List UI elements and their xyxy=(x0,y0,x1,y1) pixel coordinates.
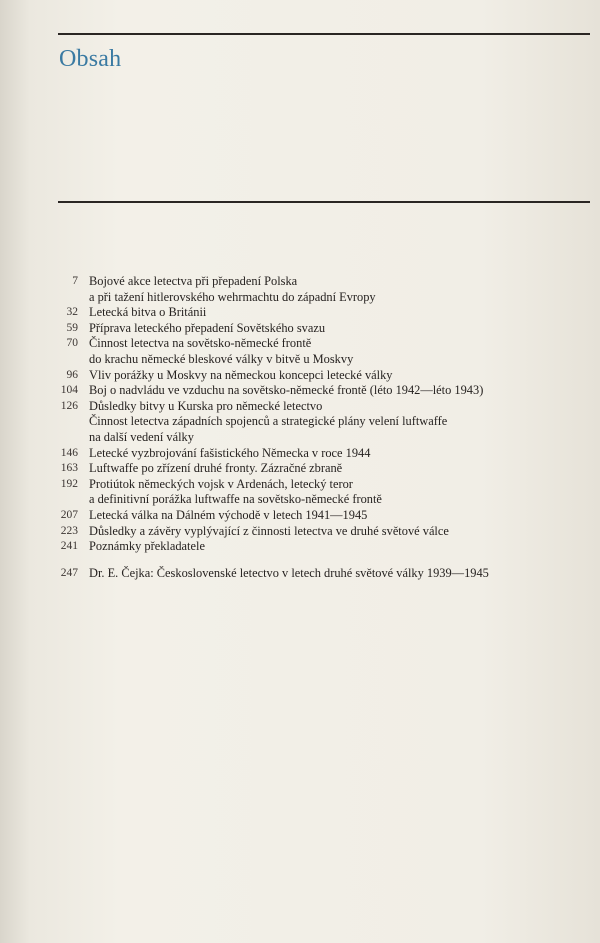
toc-entry xyxy=(40,508,590,524)
toc-entry-line: Poznámky překladatele xyxy=(89,539,205,554)
toc-entry-line: Letecká bitva o Británii xyxy=(89,305,207,320)
toc-entry xyxy=(40,383,590,399)
toc-entry-line: Činnost letectva západních spojenců a strategické plány velení luftwaffe xyxy=(89,414,448,429)
toc-entry-line: a při tažení hitlerovského wehrmachtu do západní Evropy xyxy=(89,289,376,304)
toc-entry-line: Dr. E. Čejka: Československé letectvo v letech druhé světové války 1939—1945 xyxy=(89,565,489,580)
toc-entry xyxy=(40,336,590,367)
toc-entry-appendix xyxy=(40,566,590,582)
toc-entry xyxy=(40,477,590,508)
toc-page-number: 126 xyxy=(60,399,78,412)
toc-entry-line: Příprava leteckého přepadení Sovětského svazu xyxy=(89,320,326,335)
toc-entry xyxy=(40,539,590,555)
toc-entry xyxy=(40,524,590,540)
toc-page-number: 247 xyxy=(60,566,78,579)
toc-entry-line: do krachu německé bleskové války v bitvě u Moskvy xyxy=(89,351,354,366)
toc-entry-line: na další vedení války xyxy=(89,429,194,444)
top-rule xyxy=(58,33,590,35)
toc-entry xyxy=(40,461,590,477)
toc-entry xyxy=(40,446,590,462)
toc-entry-line: Důsledky a závěry vyplývající z činnosti letectva ve druhé světové válce xyxy=(89,523,449,538)
toc-page-number: 223 xyxy=(60,524,78,537)
toc-entry-line: Letecká válka na Dálném východě v letech 1941—1945 xyxy=(89,507,368,522)
toc-page-number: 192 xyxy=(60,477,78,490)
toc-page-number: 7 xyxy=(72,275,78,287)
toc-page-number: 32 xyxy=(66,306,78,319)
toc-entry xyxy=(40,274,590,305)
toc-entry-line: Protiútok německých vojsk v Ardenách, letecký teror xyxy=(89,476,353,491)
table-of-contents xyxy=(40,274,590,581)
toc-entry-line: Letecké vyzbrojování fašistického Německa v roce 1944 xyxy=(89,445,371,460)
toc-entry xyxy=(40,305,590,321)
toc-page-number: 104 xyxy=(60,384,78,397)
toc-page-number: 207 xyxy=(60,508,78,521)
toc-entry-line: Vliv porážky u Moskvy na německou koncepci letecké války xyxy=(89,367,393,382)
toc-entry-line: Činnost letectva na sovětsko-německé frontě xyxy=(89,336,312,351)
toc-entry-line: Bojové akce letectva při přepadení Polska xyxy=(89,274,298,288)
toc-entry xyxy=(40,321,590,337)
toc-page-number: 163 xyxy=(60,462,78,475)
toc-entry-line: Boj o nadvládu ve vzduchu na sovětsko-německé frontě (léto 1942—léto 1943) xyxy=(89,383,484,398)
heading-rule xyxy=(58,201,590,203)
toc-page-number: 241 xyxy=(60,540,78,553)
toc-entry xyxy=(40,399,590,446)
toc-page-number: 59 xyxy=(66,321,78,334)
toc-page-number: 146 xyxy=(60,446,78,459)
toc-entry xyxy=(40,368,590,384)
page-title: Obsah xyxy=(59,46,122,72)
toc-page-number: 96 xyxy=(66,368,78,381)
toc-entry-line: a definitivní porážka luftwaffe na sovětsko-německé frontě xyxy=(89,492,382,507)
toc-entry-line: Důsledky bitvy u Kurska pro německé letectvo xyxy=(89,398,323,413)
toc-page-number: 70 xyxy=(66,337,78,350)
toc-entry-line: Luftwaffe po zřízení druhé fronty. Zázračné zbraně xyxy=(89,461,343,476)
